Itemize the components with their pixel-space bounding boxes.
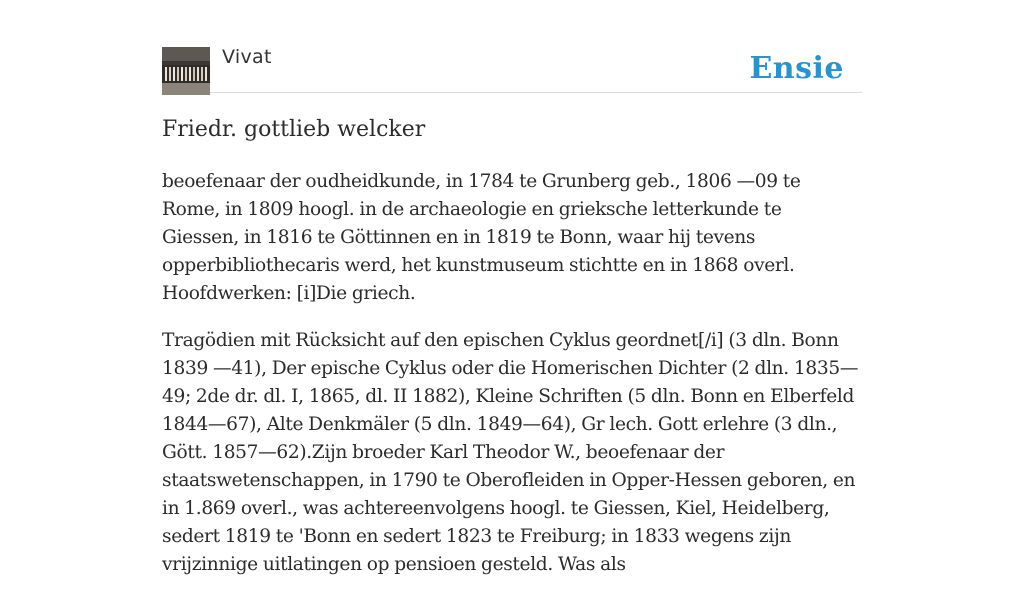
page-header: [162, 0, 862, 93]
article-paragraph: Tragödien mit Rücksicht auf den epischen Cyklus geordnet[/i] (3 dln. Bonn 1839 —41), Der epische Cyklus oder die Homerischen Dichter (2 dln. 1835—49; 2de dr. dl. I, 1865, dl. II 1882), Kleine Schriften (5 dln. Bonn en Elberfeld 1844—67), Alte Denkmäler (5 dln. 1849—64), Gr lech. Gott erlehre (3 dln., Gött. 1857—62).Zijn broeder Karl Theodor W., beoefenaar der staatswetenschappen, in 1790 te Oberofleiden in Opper-Hessen geboren, en in 1.869 overl., was achtereenvolgens hoogl. te Giessen, Kiel, Heidelberg, sedert 1819 te 'Bonn en sedert 1823 te Freiburg; in 1833 wegens zijn vrijzinnige uitlatingen op pensioen gesteld. Was als: [162, 330, 859, 575]
article-title: Friedr. gottlieb welcker: [162, 117, 426, 142]
bookshelf-icon: [162, 47, 210, 95]
article-body: [162, 168, 862, 598]
article-paragraph: beoefenaar der oudheidkunde, in 1784 te Grunberg geb., 1806 —09 te Rome, in 1809 hoogl. in de archaeologie en grieksche letterkunde te Giessen, in 1816 te Göttinnen en in 1819 te Bonn, waar hij tevens opperbibliothecaris werd, het kunstmuseum stichtte en in 1868 overl. Hoofdwerken: [i]Die griech.: [162, 171, 801, 304]
ensie-logo[interactable]: Ensie: [749, 51, 844, 86]
source-avatar[interactable]: [162, 47, 210, 95]
source-name[interactable]: Vivat: [222, 46, 272, 68]
page-container: [162, 0, 862, 575]
